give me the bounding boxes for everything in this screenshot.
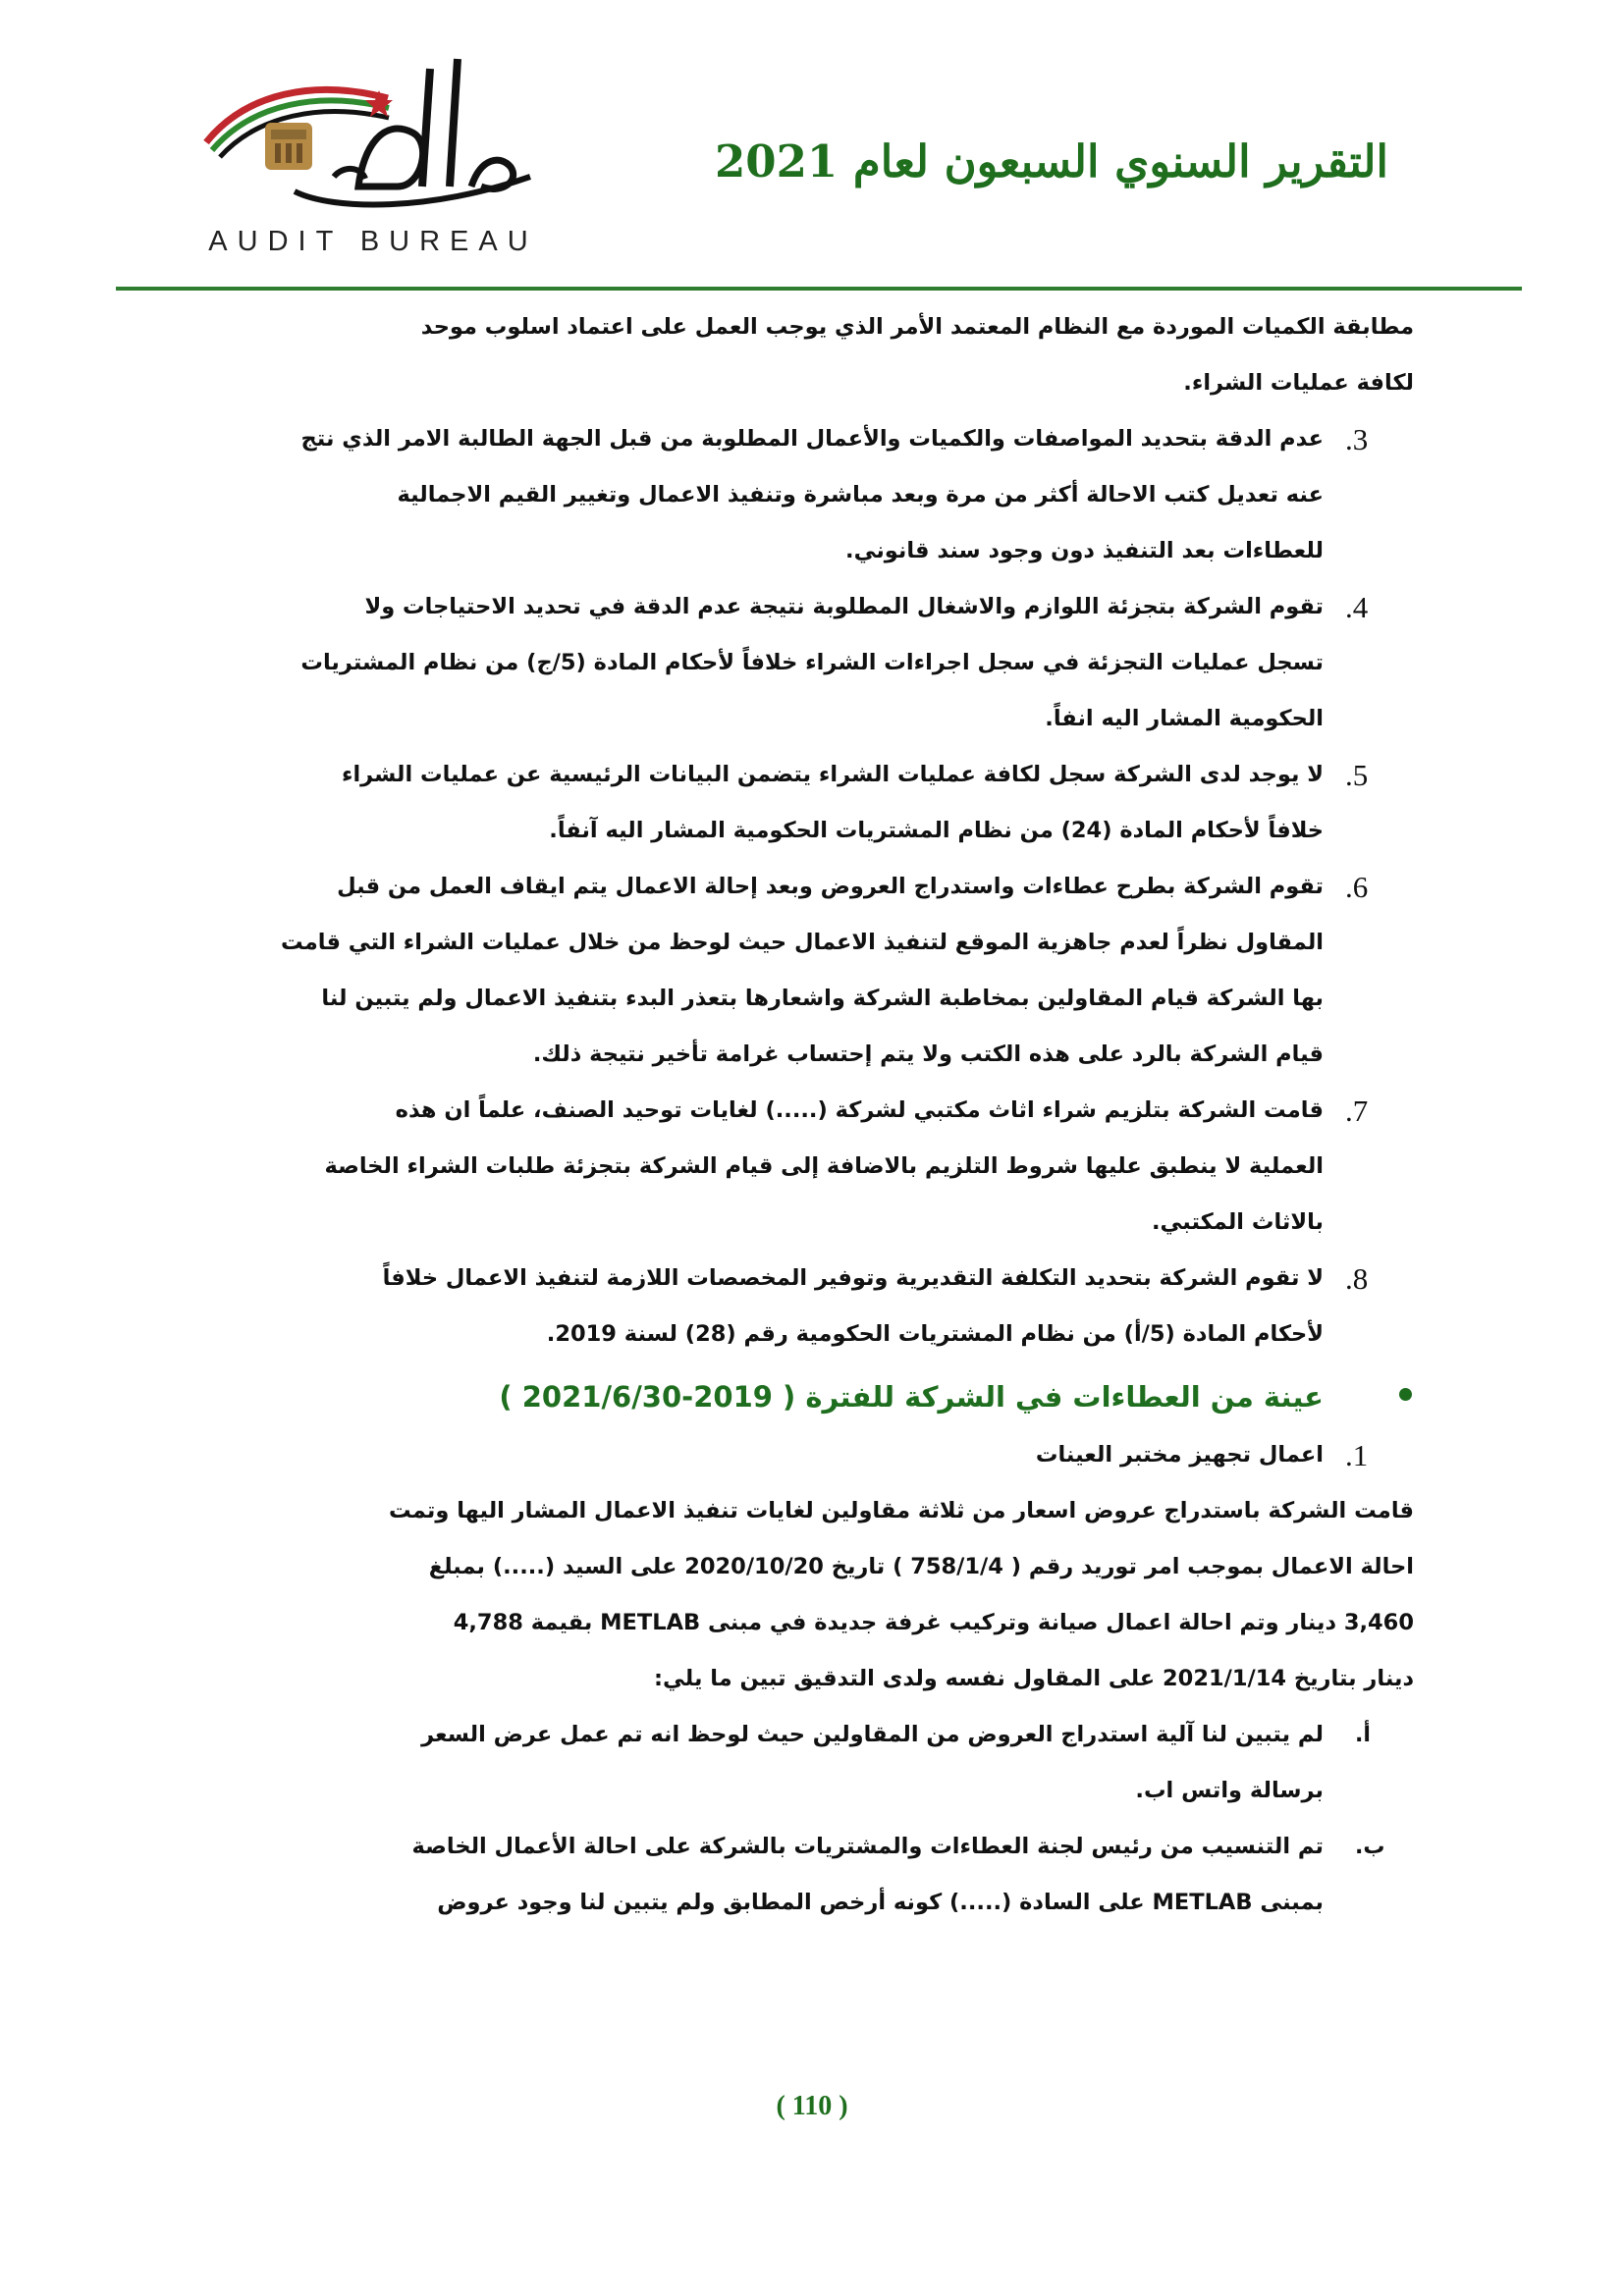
item-number: 3.	[1345, 422, 1369, 456]
text-line: برسالة واتس اب.	[1135, 1778, 1324, 1803]
item-number: 5.	[1345, 758, 1369, 792]
text-line: لأحكام المادة (5/أ) من نظام المشتريات الحكومية رقم (28) لسنة 2019.	[546, 1321, 1324, 1347]
text-line: دينار بتاريخ 2021/1/14 على المقاول نفسه ولدى التدقيق تبين ما يلي:	[654, 1666, 1414, 1691]
item-letter: ب.	[1355, 1835, 1385, 1859]
section-heading-text: عينة من العطاءات في الشركة للفترة ( 2019-2021/6/30 )	[499, 1380, 1324, 1414]
text-line: قامت الشركة بتلزيم شراء اثاث مكتبي لشركة (.....) لغايات توحيد الصنف، علماً ان هذه	[395, 1097, 1324, 1123]
text-line: العملية لا ينطبق عليها شروط التلزيم بالاضافة إلى قيام الشركة بتجزئة طلبات الشراء الخاصة	[324, 1153, 1324, 1179]
text-line: 3,460 دينار وتم احالة اعمال صيانة وتركيب غرفة جديدة في مبنى METLAB بقيمة 4,788	[453, 1610, 1414, 1635]
text-line: للعطاءات بعد التنفيذ دون وجود سند قانوني.	[845, 538, 1324, 563]
list-item	[167, 1083, 1414, 1251]
list-item	[167, 859, 1414, 1083]
logo-emblem-icon	[187, 39, 560, 226]
page-number: ( 110 )	[776, 2091, 848, 2121]
text-line: بمبنى METLAB على السادة (.....) كونه أرخص المطابق ولم يتبين لنا وجود عروض	[437, 1890, 1324, 1915]
text-line: عنه تعديل كتب الاحالة أكثر من مرة وبعد مباشرة وتنفيذ الاعمال وتغيير القيم الاجمالية	[397, 482, 1324, 507]
report-title: التقرير السنوي السبعون لعام 2021	[715, 135, 1388, 187]
text-line: احالة الاعمال بموجب امر توريد رقم ( 758/1/4 ) تاريخ 2020/10/20 على السيد (.....) بمبلغ	[428, 1554, 1414, 1579]
item-number: 4.	[1345, 590, 1369, 624]
item-letter: أ.	[1355, 1723, 1371, 1747]
text-line: تقوم الشركة بتجزئة اللوازم والاشغال المطلوبة نتيجة عدم الدقة في تحديد الاحتياجات ولا	[364, 594, 1324, 619]
item-number: 8.	[1345, 1261, 1369, 1296]
list-item	[167, 411, 1414, 579]
page-content	[167, 299, 1414, 1931]
text-line: بها الشركة قيام المقاولين بمخاطبة الشركة واشعارها بتعذر البدء بتنفيذ الاعمال ولم يتبين لنا	[321, 986, 1324, 1011]
item-number: 1.	[1345, 1438, 1369, 1472]
audit-bureau-logo	[187, 39, 560, 265]
text-line: تم التنسيب من رئيس لجنة العطاءات والمشتريات بالشركة على احالة الأعمال الخاصة	[411, 1834, 1324, 1859]
text-line: الحكومية المشار اليه انفاً.	[1045, 706, 1324, 731]
text-line: بالاثاث المكتبي.	[1151, 1209, 1324, 1235]
text-line: تقوم الشركة بطرح عطاءات واستدراج العروض وبعد إحالة الاعمال يتم ايقاف العمل من قبل	[337, 874, 1324, 899]
bullet-icon	[1399, 1388, 1412, 1401]
list-item	[167, 747, 1414, 859]
text-line: عدم الدقة بتحديد المواصفات والكميات والأعمال المطلوبة من قبل الجهة الطالبة الامر الذي نتج	[300, 426, 1324, 452]
text-line: لكافة عمليات الشراء.	[1183, 370, 1414, 396]
sub-list-item	[167, 1819, 1414, 1931]
text-line: المقاول نظراً لعدم جاهزية الموقع لتنفيذ الاعمال حيث لوحظ من خلال عمليات الشراء التي قامت	[281, 930, 1324, 955]
text-line: خلافاً لأحكام المادة (24) من نظام المشتريات الحكومية المشار اليه آنفاً.	[549, 818, 1324, 843]
text-line: لم يتبين لنا آلية استدراج العروض من المقاولين حيث لوحظ انه تم عمل عرض السعر	[421, 1722, 1324, 1747]
item-number: 6.	[1345, 870, 1369, 904]
sub-list-item	[167, 1707, 1414, 1819]
intro-paragraph	[167, 299, 1414, 411]
page-header	[0, 0, 1624, 299]
logo-latin-text: AUDIT BUREAU	[208, 226, 538, 257]
text-line: تسجل عمليات التجزئة في سجل اجراءات الشراء خلافاً لأحكام المادة (5/ج) من نظام المشتريات	[300, 650, 1324, 675]
list-item	[167, 1251, 1414, 1362]
text-line: قيام الشركة بالرد على هذه الكتب ولا يتم إحتساب غرامة تأخير نتيجة ذلك.	[532, 1041, 1324, 1067]
sample-paragraph	[167, 1483, 1414, 1707]
text-line: لا تقوم الشركة بتحديد التكلفة التقديرية وتوفير المخصصات اللازمة لتنفيذ الاعمال خلافاً	[382, 1265, 1324, 1291]
sample-item	[167, 1427, 1414, 1483]
text-line: قامت الشركة باستدراج عروض اسعار من ثلاثة مقاولين لغايات تنفيذ الاعمال المشار اليها وتمت	[389, 1498, 1414, 1523]
list-item	[167, 579, 1414, 747]
item-number: 7.	[1345, 1094, 1369, 1128]
text-line: مطابقة الكميات الموردة مع النظام المعتمد الأمر الذي يوجب العمل على اعتماد اسلوب موحد	[420, 314, 1414, 340]
text-line: لا يوجد لدى الشركة سجل لكافة عمليات الشراء يتضمن البيانات الرئيسية عن عمليات الشراء	[341, 762, 1324, 787]
header-divider	[116, 287, 1522, 291]
section-heading	[167, 1366, 1414, 1427]
sample-title: اعمال تجهيز مختبر العينات	[1035, 1442, 1324, 1468]
